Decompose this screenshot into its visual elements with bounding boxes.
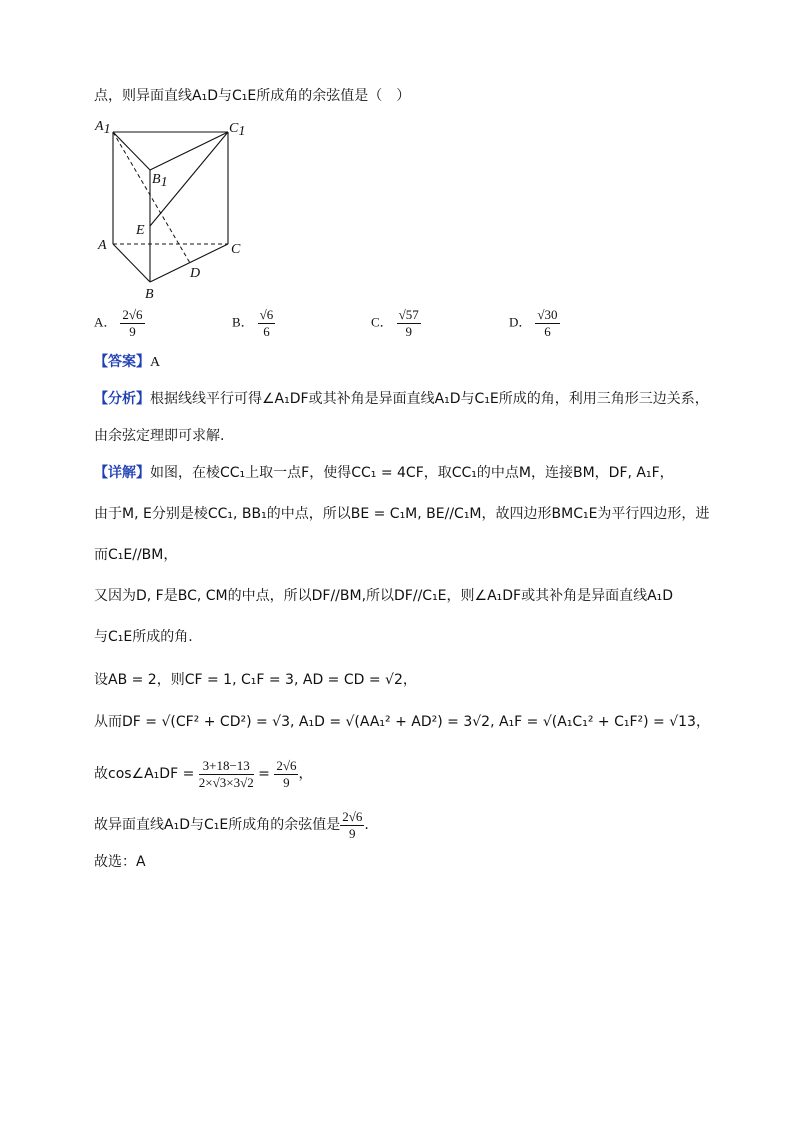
answer-tag: 【答案】	[94, 354, 150, 370]
detail-line-2: 由于M, E分别是棱CC₁, BB₁的中点，所以BE = C₁M, BE//C₁M，故四边形BMC₁E为平行四边形，进	[94, 506, 710, 522]
prism-figure	[90, 112, 260, 307]
answer-value: A	[150, 355, 161, 370]
cos-result-fraction: $\frac{2√6}{9}$	[276, 757, 297, 790]
detail-line-7: 从而DF = √(CF² + CD²) = √3, A₁D = √(AA₁² + AD²) = 3√2, A₁F = √(A₁C₁² + C₁F²) = √13，	[94, 714, 710, 730]
label-b: B	[145, 287, 154, 302]
dashed-a1-d	[113, 132, 190, 263]
detail-line-1: 【详解】如图，在棱CC₁上取一点F，使得CC₁ = 4CF，取CC₁的中点M，连接BM，DF, A₁F，	[94, 465, 674, 481]
question-stem: 点，则异面直线A₁D与C₁E所成角的余弦值是（ ）	[94, 88, 411, 104]
analysis-line-1: 【分析】根据线线平行可得∠A₁DF或其补角是异面直线A₁D与C₁E所成的角，利用三角形三边关系，	[94, 391, 709, 407]
label-c1: C1	[229, 121, 246, 139]
edge-b1-c1	[150, 132, 228, 170]
label-b1: B1	[152, 172, 168, 190]
detail-line-6: 设AB = 2，则CF = 1, C₁F = 3, AD = CD = √2，	[94, 672, 417, 688]
analysis-tag: 【分析】	[94, 391, 150, 407]
cos-fraction: $\frac{3+18-13}{2\times√3\times 3√2}$	[198, 757, 254, 790]
detail-tag: 【详解】	[94, 465, 150, 481]
option-a: A． $\frac{2√6}{9}$	[94, 307, 143, 339]
label-d: D	[190, 266, 201, 281]
detail-line-3: 而C₁E//BM，	[94, 547, 178, 563]
detail-line-10: 故选：A	[94, 854, 146, 870]
edge-a-b	[113, 244, 150, 282]
option-c: C． $\frac{√57}{9}$	[371, 307, 419, 339]
detail-line-8: 故cos∠A₁DF = $\frac{3+18-13}{2\times√3\times 3√2}$ = $\frac{2√6}{9}$ ，	[94, 757, 313, 790]
label-c: C	[231, 242, 241, 257]
option-d: D． $\frac{√30}{6}$	[509, 307, 558, 339]
option-b: B． $\frac{√6}{6}$	[232, 307, 274, 339]
analysis-line-2: 由余弦定理即可求解.	[94, 428, 225, 444]
edge-b-c	[150, 244, 228, 282]
answer-line	[94, 352, 160, 373]
label-a: A	[98, 238, 107, 253]
detail-line-9: 故异面直线A₁D与C₁E所成角的余弦值是 $\frac{2√6}{9}$ .	[94, 808, 369, 841]
detail-line-4: 又因为D, F是BC, CM的中点，所以DF//BM,所以DF//C₁E，则∠A₁DF或其补角是异面直线A₁D	[94, 588, 674, 604]
label-a1: A1	[95, 119, 111, 137]
final-fraction: $\frac{2√6}{9}$	[342, 808, 363, 841]
detail-line-5: 与C₁E所成的角.	[94, 629, 193, 645]
label-e: E	[136, 223, 145, 238]
